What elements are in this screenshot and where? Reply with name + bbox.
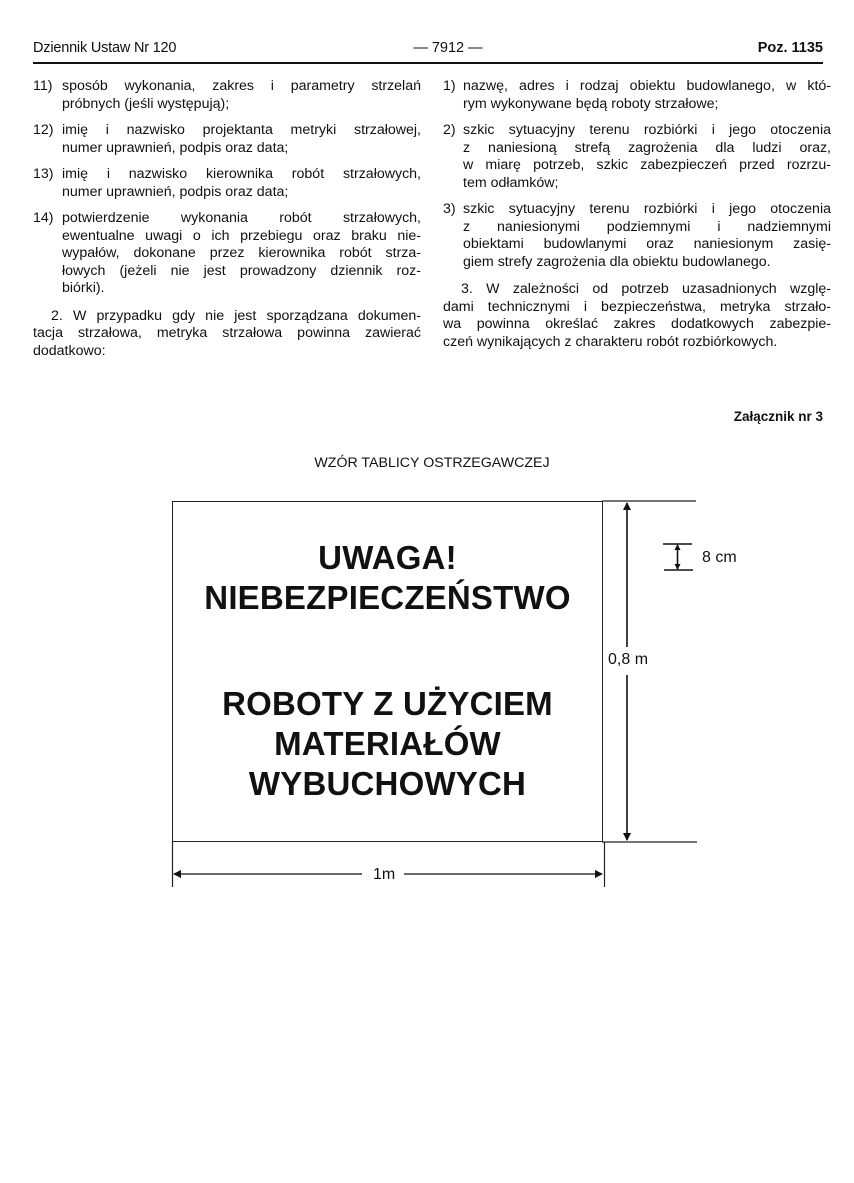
item-line: tem odłamków;: [463, 174, 559, 191]
item-line: w miarę potrzeb, szkic zabezpieczeń przed rozrzu-: [463, 157, 831, 173]
width-label: 1m: [373, 866, 396, 883]
paragraph-line: czeń wynikających z charakteru robót rozbiórkowych.: [443, 333, 778, 350]
item-number: 13): [33, 166, 54, 182]
item-line: obiektami budowlanymi oraz naniesionym zasię-: [463, 236, 831, 252]
item-line: łowych (jeżeli nie jest prowadzony dziennik roz-: [62, 262, 421, 279]
sign-line: ROBOTY Z UŻYCIEM: [222, 685, 553, 722]
item-line: giem strefy zagrożenia dla obiektu budowlanego.: [463, 253, 771, 270]
paragraph-line: tacja strzałowa, metryka strzałowa powinna zawierać: [33, 325, 421, 341]
item-line: z naniesioną strefą zagrożenia dla ludzi oraz,: [463, 139, 831, 156]
sign-line: NIEBEZPIECZEŃSTWO: [204, 579, 571, 616]
paragraph-line: wa powinna określać zakres dodatkowych zabezpie-: [443, 316, 831, 332]
paragraph-line: dami technicznymi i bezpieczeństwa, metryka strzało-: [443, 298, 831, 315]
item-number: 14): [33, 210, 54, 226]
item-line: rym wykonywane będą roboty strzałowe;: [463, 95, 719, 112]
item-number: 2): [443, 122, 456, 138]
item-line: imię i nazwisko projektanta metryki strzałowej,: [62, 122, 421, 138]
sign-line: UWAGA!: [318, 539, 457, 576]
item-line: imię i nazwisko kierownika robót strzałowych,: [62, 166, 421, 182]
page-number: — 7912 —: [413, 40, 483, 56]
item-line: szkic sytuacyjny terenu rozbiórki i jego otoczenia: [463, 201, 831, 217]
item-number: 1): [443, 78, 456, 94]
position-number: Poz. 1135: [757, 40, 823, 56]
paragraph-line: 2. W przypadku gdy nie jest sporządzana dokumen-: [51, 307, 421, 324]
item-line: wypałów, dokonane przez kierownika robót strza-: [62, 245, 421, 261]
item-line: numer uprawnień, podpis oraz data;: [62, 139, 289, 156]
figure-title: WZÓR TABLICY OSTRZEGAWCZEJ: [314, 455, 550, 471]
item-number: 3): [443, 201, 456, 217]
letter-height-label: 8 cm: [702, 549, 737, 566]
sign-line: MATERIAŁÓW: [274, 725, 501, 762]
item-number: 11): [33, 78, 53, 94]
item-line: biórki).: [62, 280, 105, 296]
item-line: potwierdzenie wykonania robót strzałowych,: [62, 210, 421, 226]
annex-label: Załącznik nr 3: [733, 409, 823, 424]
item-line: numer uprawnień, podpis oraz data;: [62, 183, 289, 200]
item-number: 12): [33, 122, 54, 138]
item-line: z naniesionymi podziemnymi i nadziemnymi: [463, 218, 831, 235]
item-line: szkic sytuacyjny terenu rozbiórki i jego otoczenia: [463, 122, 831, 138]
item-line: nazwę, adres i rodzaj obiektu budowlanego, w któ-: [463, 78, 831, 94]
item-line: ewentualne uwagi o ich przebiegu oraz braku nie-: [62, 227, 421, 244]
journal-title: Dziennik Ustaw Nr 120: [33, 40, 177, 56]
item-line: próbnych (jeśli występują);: [62, 95, 230, 112]
item-line: sposób wykonania, zakres i parametry strzelań: [62, 78, 421, 94]
paragraph-line: 3. W zależności od potrzeb uzasadnionych wzglę-: [461, 281, 831, 297]
sign-line: WYBUCHOWYCH: [248, 765, 527, 802]
paragraph-line: dodatkowo:: [33, 342, 106, 359]
height-label: 0,8 m: [608, 651, 649, 668]
